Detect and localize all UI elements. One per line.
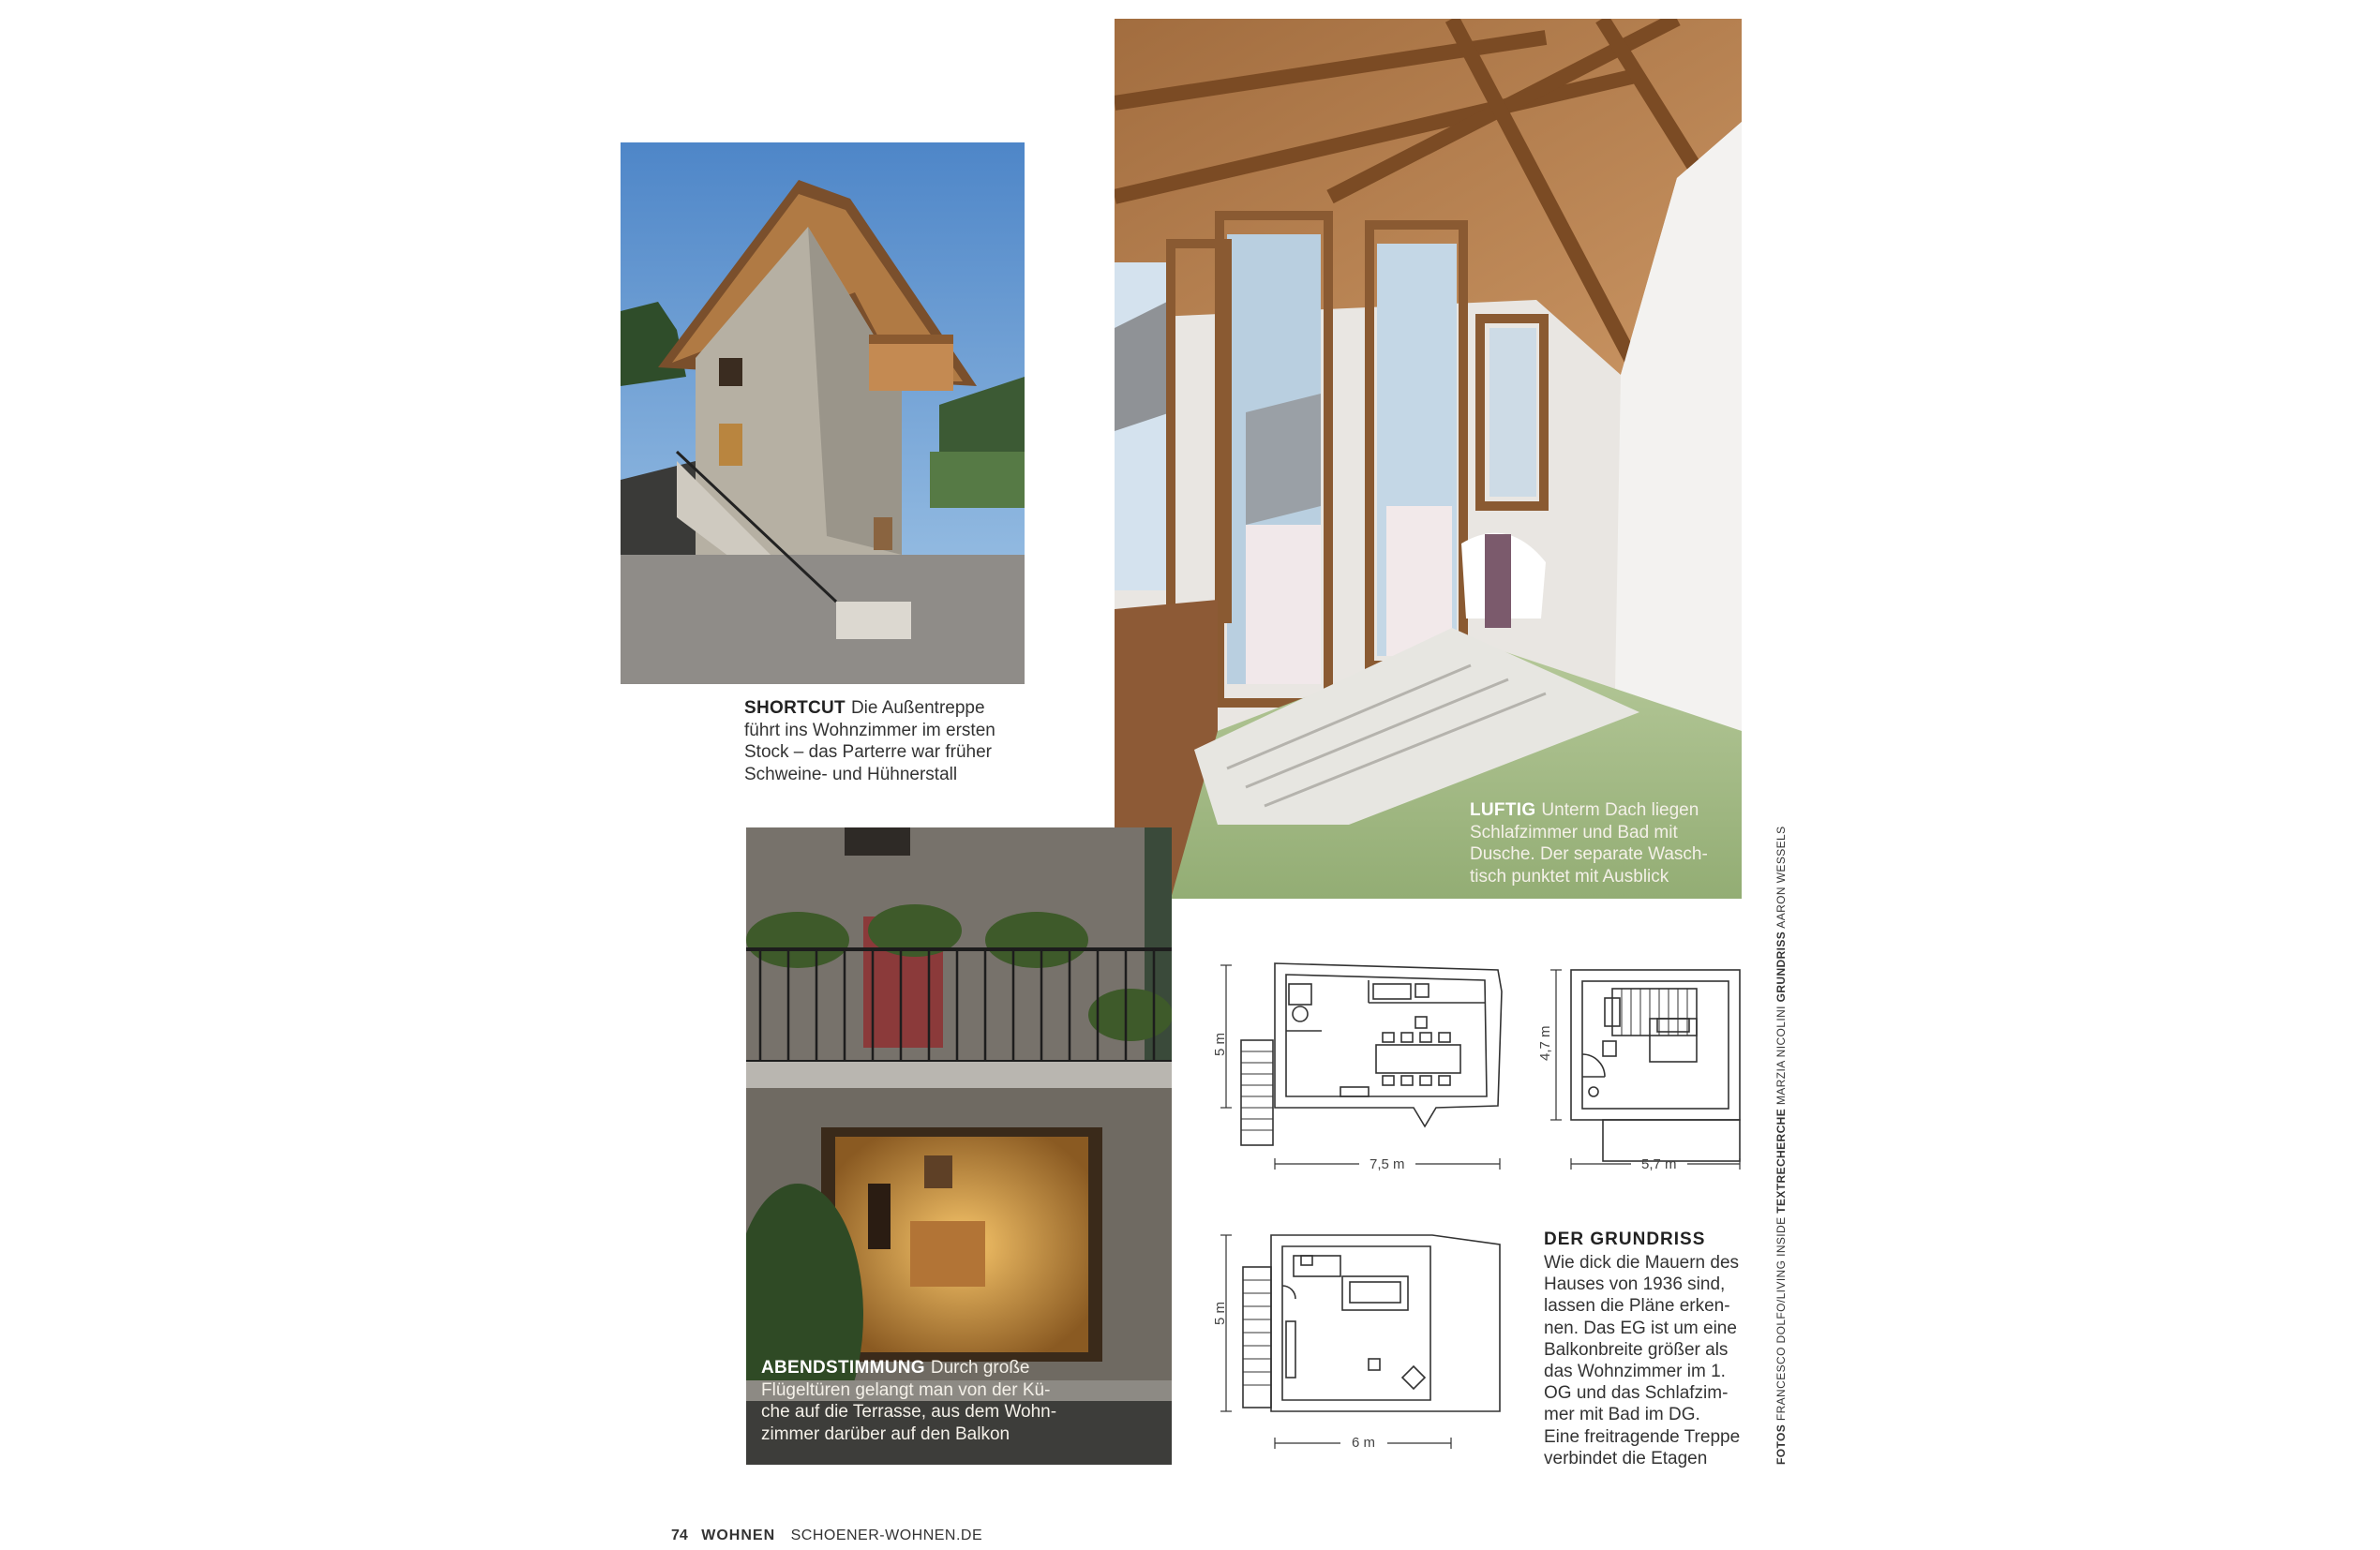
grundriss-line: mer mit Bad im DG. [1544, 1405, 1700, 1425]
credit-label: GRUNDRISS [1774, 931, 1788, 1003]
dim-eg-height: 5 m [1212, 1032, 1228, 1056]
grundriss-line: lassen die Pläne erken- [1544, 1296, 1730, 1317]
grundriss-line: nen. Das EG ist um eine [1544, 1318, 1737, 1338]
grundriss-line: das Wohnzimmer im 1. [1544, 1362, 1726, 1382]
floorplan-eg [1219, 946, 1519, 1176]
magazine-name: WOHNEN [701, 1528, 776, 1543]
credit-value: FRANCESCO DOLFO/LIVING INSIDE [1774, 1216, 1788, 1422]
dim-dg-height: 4,7 m [1537, 1025, 1553, 1061]
credit-label: TEXTRECHERCHE [1774, 1108, 1788, 1214]
caption-line: che auf die Terrasse, aus dem Wohn- [761, 1402, 1057, 1422]
caption-line: tisch punktet mit Ausblick [1470, 866, 1669, 887]
page-number: 74 [671, 1528, 688, 1543]
grundriss-text [1544, 1252, 1741, 1469]
house-exterior-photo [621, 142, 1025, 684]
caption-line: Schweine- und Hühnerstall [744, 764, 958, 784]
grundriss-line: Wie dick die Mauern des [1544, 1253, 1740, 1273]
caption-line: Stock – das Parterre war früher [744, 742, 992, 762]
attic-bedroom-photo [1115, 19, 1742, 899]
caption-lead: LUFTIG [1470, 800, 1536, 820]
floorplan-og [1219, 1228, 1509, 1457]
page-footer [671, 1528, 982, 1544]
photo-credits [1774, 826, 1788, 1465]
caption-line: Die Außentreppe [850, 698, 985, 718]
caption-line: Dusche. Der separate Wasch- [1470, 844, 1708, 864]
dim-eg-width: 7,5 m [1370, 1156, 1405, 1172]
luftig-caption [1470, 799, 1742, 887]
caption-line: Flügeltüren gelangt man von der Kü- [761, 1379, 1051, 1400]
caption-line: führt ins Wohnzimmer im ersten [744, 720, 995, 740]
shortcut-caption [744, 697, 1044, 785]
website-link[interactable]: SCHOENER-WOHNEN.DE [790, 1528, 983, 1543]
caption-line: zimmer darüber auf den Balkon [761, 1423, 1010, 1444]
grundriss-line: verbindet die Etagen [1544, 1448, 1708, 1468]
caption-line: Schlafzimmer und Bad mit [1470, 822, 1678, 842]
caption-lead: SHORTCUT [744, 698, 846, 718]
grundriss-title: DER GRUNDRISS [1544, 1230, 1706, 1249]
abendstimmung-caption [761, 1357, 1080, 1445]
dim-og-height: 5 m [1212, 1301, 1228, 1325]
credit-label: FOTOS [1774, 1423, 1788, 1465]
dim-dg-width: 5,7 m [1641, 1156, 1677, 1172]
grundriss-line: OG und das Schlafzim- [1544, 1383, 1729, 1404]
caption-line: Unterm Dach liegen [1541, 800, 1699, 820]
caption-line: Durch große [930, 1358, 1030, 1378]
grundriss-line: Eine freitragende Treppe [1544, 1426, 1741, 1447]
grundriss-line: Balkonbreite größer als [1544, 1339, 1729, 1360]
credit-value: AARON WESSELS [1774, 826, 1788, 929]
grundriss-line: Hauses von 1936 sind, [1544, 1274, 1726, 1295]
dim-og-width: 6 m [1352, 1435, 1376, 1451]
credit-value: MARZIA NICOLINI [1774, 1006, 1788, 1106]
caption-lead: ABENDSTIMMUNG [761, 1358, 925, 1378]
floorplan-dg [1537, 961, 1753, 1176]
